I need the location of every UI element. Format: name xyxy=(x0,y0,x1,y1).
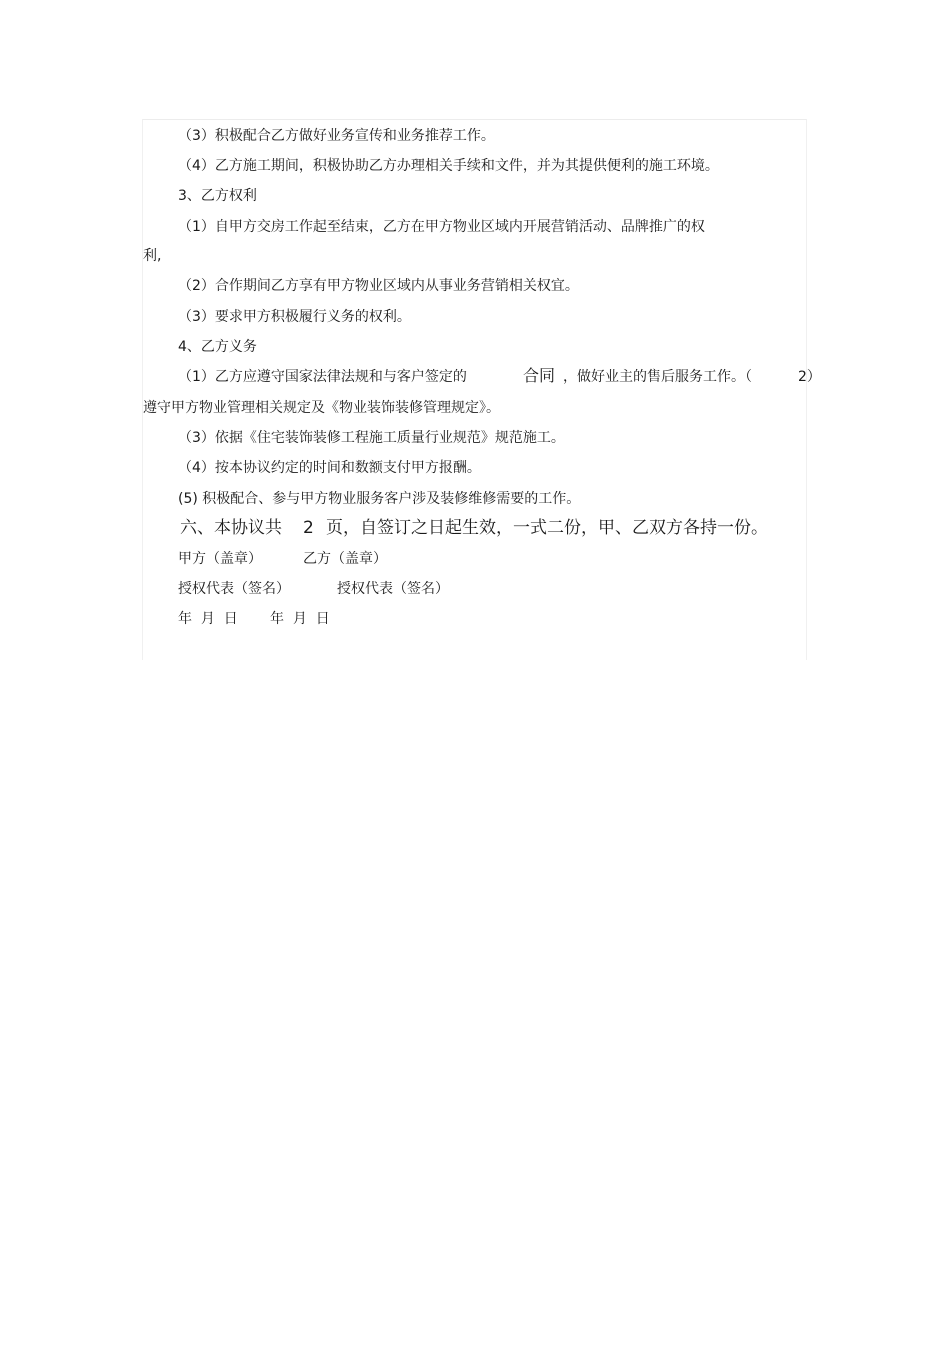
duty-item-5: (5) 积极配合、参与甲方物业服务客户涉及装修维修需要的工作。 xyxy=(178,491,581,507)
rights-item-3: （3）要求甲方积极履行义务的权利。 xyxy=(178,309,411,325)
duty-item-1-b: 合同 xyxy=(523,366,556,385)
clause-6-pages: 2 xyxy=(303,518,314,538)
duty-item-1-c: ，做好业主的售后服务工作。（ xyxy=(563,369,752,385)
duty-item-4: （4）按本协议约定的时间和数额支付甲方报酬。 xyxy=(178,460,481,476)
clause-6-c: 页，自签订之日起生效，一式二份，甲、乙双方各持一份。 xyxy=(326,518,768,538)
party-a-representative: 授权代表（签名） xyxy=(178,581,290,597)
clause-6-a: 六、本协议共 xyxy=(180,518,282,538)
section-heading-rights: 3、乙方权利 xyxy=(178,188,257,204)
party-a-seal: 甲方（盖章） xyxy=(178,551,262,567)
duty-item-1-a: （1）乙方应遵守国家法律法规和与客户签定的 xyxy=(178,369,467,385)
duty-item-3: （3）依据《住宅装饰装修工程施工质量行业规范》规范施工。 xyxy=(178,430,565,446)
rights-item-2: （2）合作期间乙方享有甲方物业区域内从事业务营销相关权宜。 xyxy=(178,278,579,294)
rights-item-1: （1）自甲方交房工作起至结束，乙方在甲方物业区域内开展营销活动、品牌推广的权 xyxy=(178,219,705,235)
section-heading-duties: 4、乙方义务 xyxy=(178,339,257,355)
duty-item-2: 遵守甲方物业管理相关规定及《物业装饰装修管理规定》。 xyxy=(143,400,500,416)
party-a-date: 年 月 日 xyxy=(178,611,238,627)
obligation-item-4: （4）乙方施工期间，积极协助乙方办理相关手续和文件，并为其提供便利的施工环境。 xyxy=(178,158,719,174)
party-b-date: 年 月 日 xyxy=(270,611,330,627)
duty-item-2-number: 2） xyxy=(798,369,821,385)
party-b-representative: 授权代表（签名） xyxy=(337,581,449,597)
party-b-seal: 乙方（盖章） xyxy=(303,551,387,567)
rights-item-1-cont: 利, xyxy=(143,248,162,264)
obligation-item-3: （3）积极配合乙方做好业务宣传和业务推荐工作。 xyxy=(178,128,495,144)
